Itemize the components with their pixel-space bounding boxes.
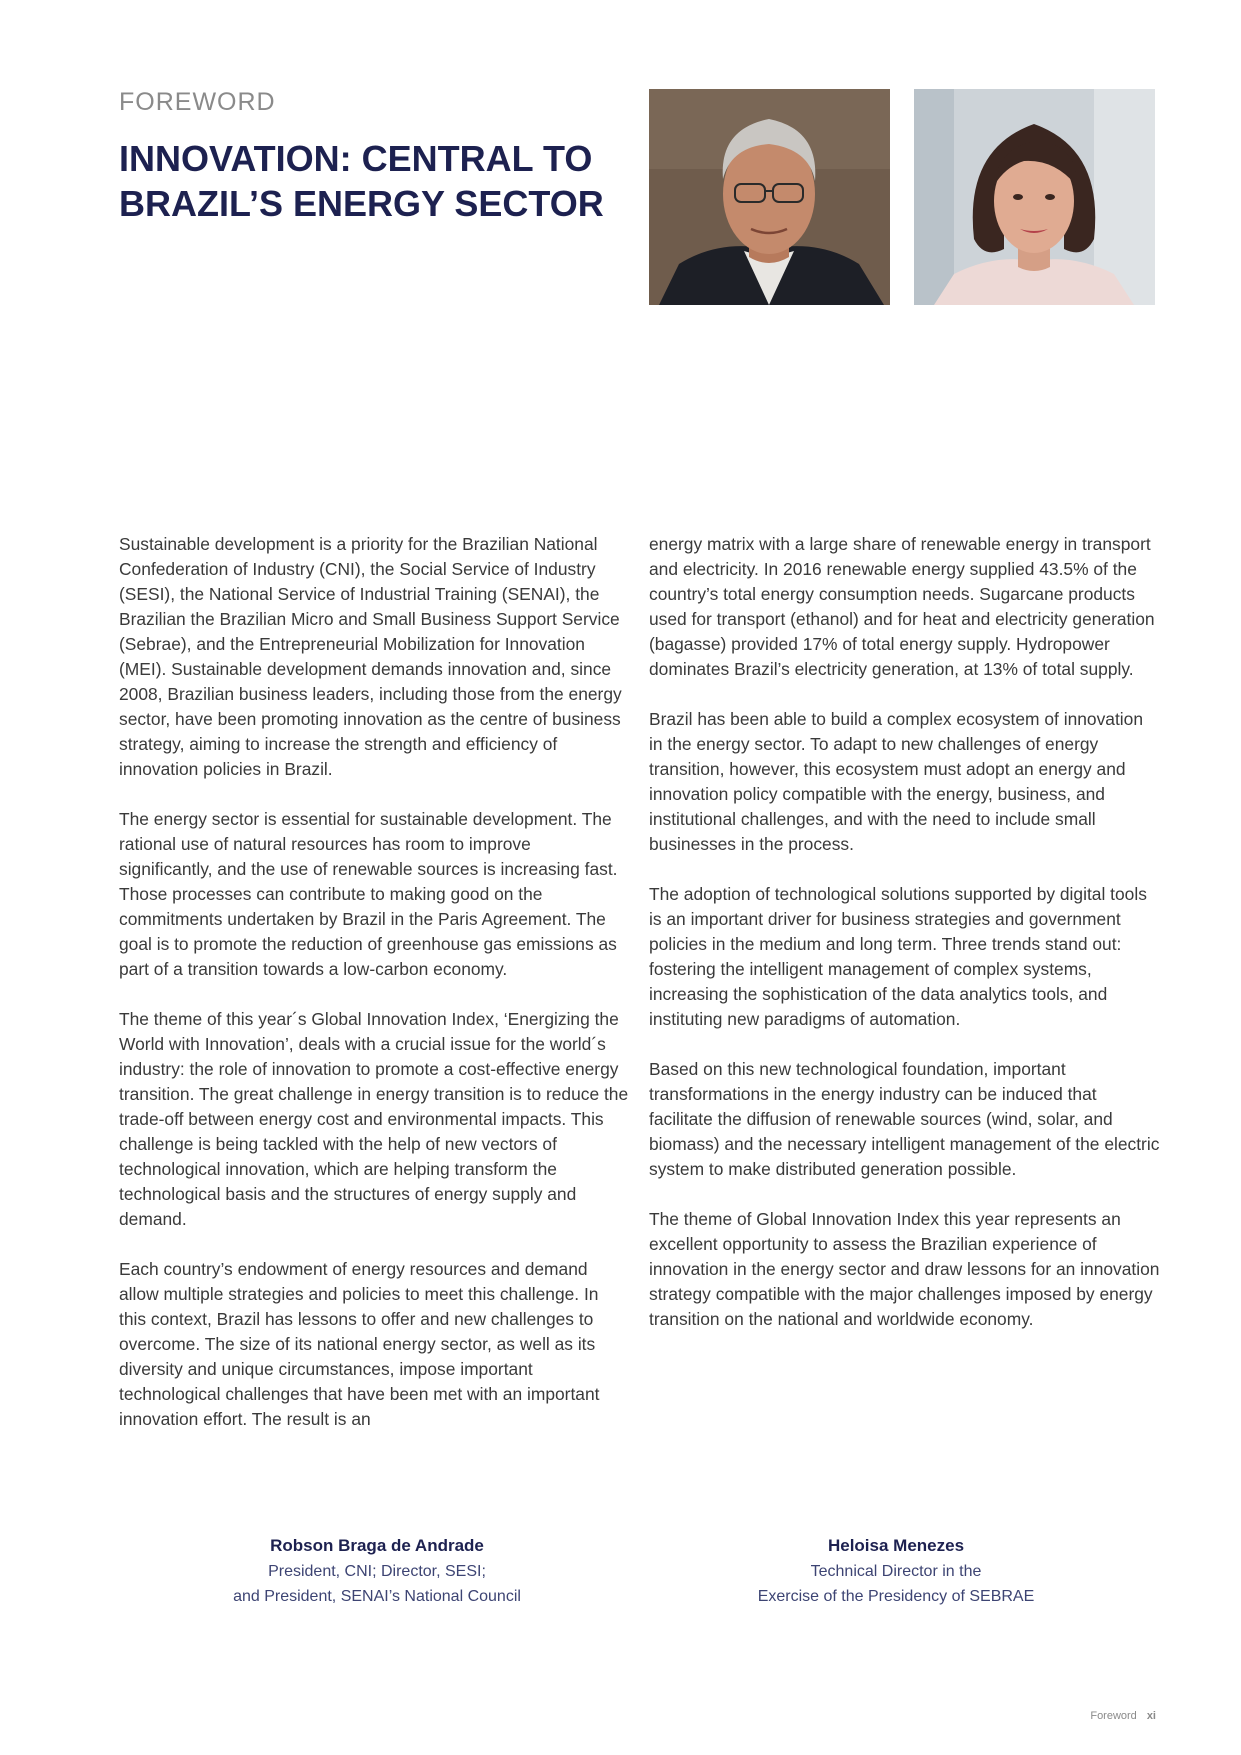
paragraph: Brazil has been able to build a complex ecosystem of innovation in the energy sector. To adapt to new challenges of energy transition, however, this ecosystem must adopt an energy and innovation policy compatible with the energy, business, and institutional challenges, and with the need to include small businesses in the process. xyxy=(649,709,1143,854)
paragraph: The theme of this year´s Global Innovation Index, ‘Energizing the World with Innovation’, deals with a crucial issue for the world´s industry: the role of innovation to promote a cost-effective energy transition. The great challenge in energy transition is to reduce the trade-off between energy cost and environmental impacts. This challenge is being tackled with the help of new vectors of technological innovation, which are helping transform the technological basis and the structures of energy supply and demand. xyxy=(119,1009,629,1229)
signatory-role-line: President, CNI; Director, SESI; xyxy=(268,1563,486,1580)
signatory-role-line: and President, SENAI’s National Council xyxy=(233,1588,521,1605)
paragraph: energy matrix with a large share of renewable energy in transport and electricity. In 2016 renewable energy supplied 43.5% of the country’s total energy consumption needs. Sugarcane products used for transport (ethanol) and for heat and electricity generation (bagasse) provided 17% of total energy supply. Hydropower dominates Brazil’s electricity generation, at 13% of total supply. xyxy=(649,534,1155,679)
page-title xyxy=(119,136,639,226)
signatory-name: Robson Braga de Andrade xyxy=(270,1536,484,1555)
portrait-woman-image xyxy=(914,89,1155,305)
signatory-role-line: Technical Director in the xyxy=(810,1563,982,1580)
page-footer xyxy=(1090,1710,1156,1722)
paragraph: Based on this new technological foundation, important transformations in the energy industry can be induced that facilitate the diffusion of renewable sources (wind, solar, and biomass) and the necessary intelligent management of the electric system to make distributed generation possible. xyxy=(649,1059,1160,1179)
portrait-photo-menezes xyxy=(914,89,1155,305)
signatory-name: Heloisa Menezes xyxy=(827,1536,965,1555)
portrait-man-image xyxy=(649,89,890,305)
page-number: xi xyxy=(1146,1710,1156,1722)
title-line-2: BRAZIL’S ENERGY SECTOR xyxy=(119,183,604,224)
paragraph: Sustainable development is a priority for the Brazilian National Confederation of Industry (CNI), the Social Service of Industry (SESI), the National Service of Industrial Training (SENAI), the Brazilian the Brazilian Micro and Small Business Support Service (Sebrae), and the Entrepreneurial Mobilization for Innovation (MEI). Sustainable development demands innovation and, since 2008, Brazilian business leaders, including those from the energy sector, have been promoting innovation as the centre of business strategy, aiming to increase the strength and efficiency of innovation policies in Brazil. xyxy=(119,534,622,779)
body-column-left xyxy=(119,532,629,1457)
footer-section-label: Foreword xyxy=(1090,1710,1137,1722)
signature-block-menezes xyxy=(686,1533,1106,1609)
paragraph: The theme of Global Innovation Index this year represents an excellent opportunity to assess the Brazilian experience of innovation in the energy sector and draw lessons for an innovation strategy compatible with the major challenges imposed by energy transition on the national and worldwide economy. xyxy=(649,1209,1160,1329)
foreword-kicker: FOREWORD xyxy=(119,88,276,116)
paragraph: Each country’s endowment of energy resources and demand allow multiple strategies and policies to meet this challenge. In this context, Brazil has lessons to offer and new challenges to overcome. The size of its national energy sector, as well as its diversity and unique circumstances, impose important technological challenges that have been met with an important innovation effort. The result is an xyxy=(119,1259,600,1429)
signatory-role-line: Exercise of the Presidency of SEBRAE xyxy=(757,1588,1035,1605)
body-column-right xyxy=(649,532,1161,1357)
signature-block-andrade xyxy=(167,1533,587,1609)
title-line-1: INNOVATION: CENTRAL TO xyxy=(119,138,593,179)
portrait-photo-andrade xyxy=(649,89,890,305)
paragraph: The adoption of technological solutions supported by digital tools is an important driver for business strategies and government policies in the medium and long term. Three trends stand out: fostering the intelligent management of complex systems, increasing the sophistication of the data analytics tools, and instituting new paradigms of automation. xyxy=(649,884,1147,1029)
paragraph: The energy sector is essential for sustainable development. The rational use of natural resources has room to improve significantly, and the use of renewable sources is increasing fast. Those processes can contribute to making good on the commitments undertaken by Brazil in the Paris Agreement. The goal is to promote the reduction of greenhouse gas emissions as part of a transition towards a low-carbon economy. xyxy=(119,809,618,979)
